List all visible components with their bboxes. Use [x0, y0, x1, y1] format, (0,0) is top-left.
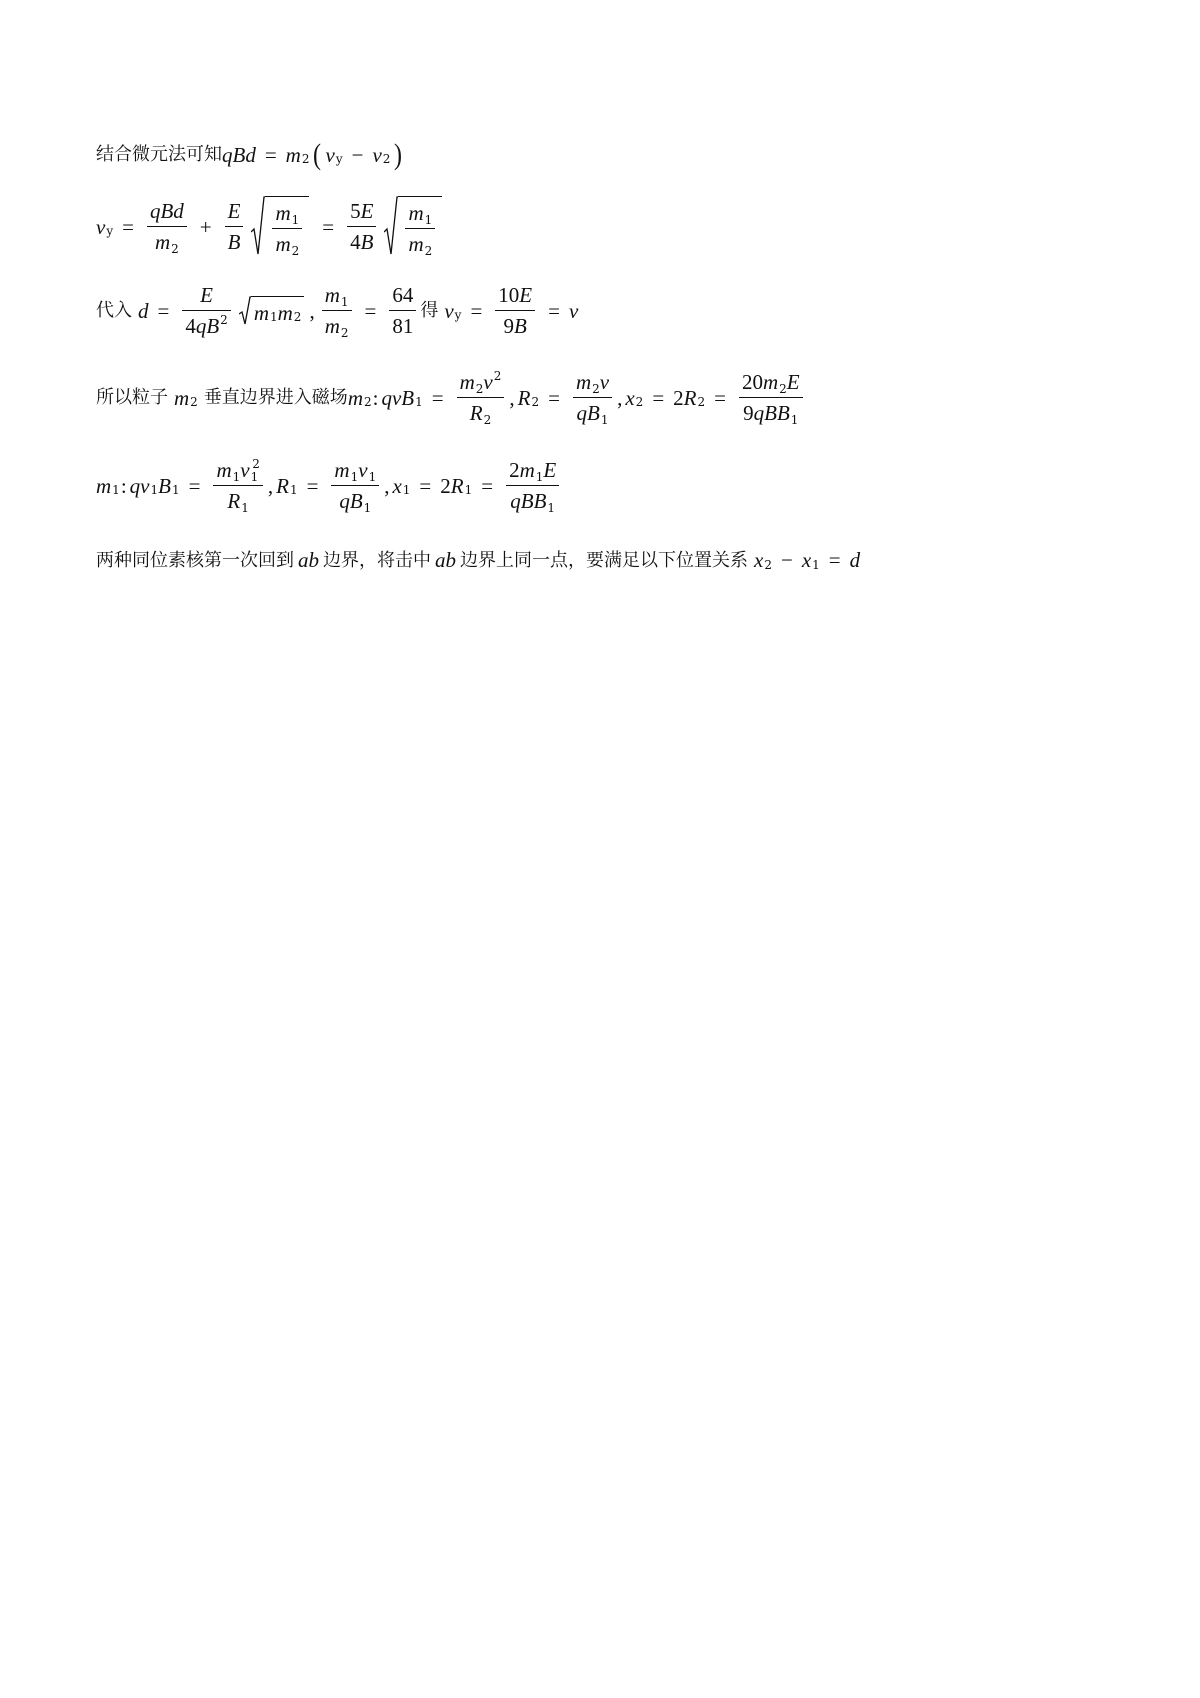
fraction: $\frac{64}{81}$ — [389, 285, 416, 337]
equation-line-2: v $_y$ = $\frac{\text{qBd}}{m_2}$ + $\frac{E}{B}$ $\frac{m_1}{m_2}$ = $\frac{5E}{4B}$ $\frac{m_1}{m_2}$ — [96, 196, 446, 258]
fraction: $\frac{E}{B}$ — [225, 201, 244, 253]
fraction: $\frac{20m_2E}{9qBB_1}$ — [739, 372, 803, 424]
square-root: $\frac{m_1}{m_2}$ — [384, 196, 442, 258]
fraction: $\frac{10E}{9B}$ — [495, 285, 535, 337]
fraction: $\frac{m_1v_1^2}{R_1}$ — [213, 460, 262, 512]
fraction: $\frac{E}{4qB^2}$ — [182, 285, 230, 337]
equation-line-6: 两种同位素核第一次回到 ab 边界，将击中 ab 边界上同一点，要满足以下位置关系 x $_2$ − x $_1$ = d — [96, 548, 861, 572]
fraction: $\frac{m_1}{m_2}$ — [322, 285, 352, 337]
square-root: $\frac{m_1}{m_2}$ — [251, 196, 309, 258]
fraction: $\frac{2m_1E}{qBB_1}$ — [506, 460, 559, 512]
equation-line-1: 结合微元法可知 q B d = m $_2$ ( v $_y$ − v $_2$ ) — [96, 138, 403, 171]
fraction: $\frac{m_2v}{qB_1}$ — [573, 372, 612, 424]
fraction: $\frac{m_2v^2}{R_2}$ — [457, 372, 505, 424]
line-1-text: 结合微元法可知 — [96, 144, 222, 165]
fraction: $\frac{\text{qBd}}{m_2}$ — [147, 201, 187, 253]
equation-line-5: m $_1$ : q v $_1$ B $_1$ = $\frac{m_1v_1^2}{R_1}$ , R $_1$ = $\frac{m_1v_1}{qB_1}$ , x $_1$ = 2 R $_1$ = $\frac{2m_1E}{qBB_1}$ — [96, 460, 563, 512]
equation-line-4: 所以粒子 m $_2$ 垂直边界进入磁场 m $_2$ : q v B $_1$ = $\frac{m_2v^2}{R_2}$ , R $_2$ = $\frac{m_2v}{qB_1}$ , x $_2$ = 2 R $_2$ = $\frac{20m_2E}{9qBB_1}$ — [96, 372, 807, 424]
square-root: m $_1$ m $_2$ — [239, 296, 305, 326]
equation-line-3: 代入 d = $\frac{E}{4qB^2}$ m $_1$ m $_2$ , $\frac{m_1}{m_2}$ = $\frac{64}{81}$ 得 v $_y$ = $\frac{10E}{9B}$ = v — [96, 283, 579, 340]
fraction: $\frac{m_1v_1}{qB_1}$ — [331, 460, 379, 512]
fraction: $\frac{5E}{4B}$ — [347, 201, 376, 253]
